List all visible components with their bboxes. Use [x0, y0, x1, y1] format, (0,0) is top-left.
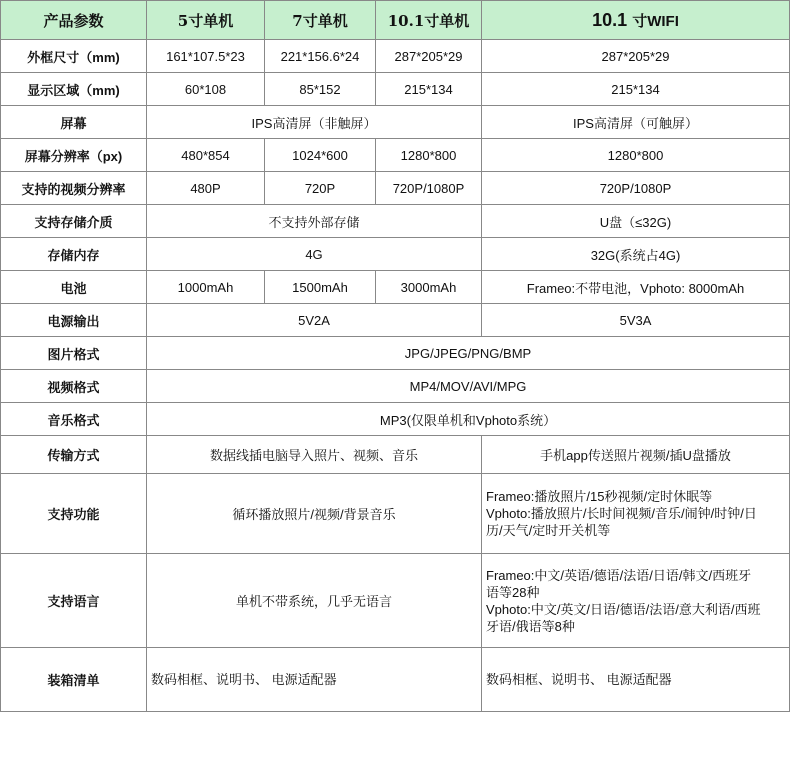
label-image-format: 图片格式: [1, 337, 147, 370]
cell-packing-wifi: 数码相框、说明书、 电源适配器: [482, 648, 790, 712]
language-wifi-line-3: Vphoto:中文/英文/日语/德语/法语/意大利语/西班: [486, 601, 761, 617]
cell-display-5: 60*108: [147, 73, 265, 106]
cell-res-7: 1024*600: [265, 139, 376, 172]
cell-features-single: 循环播放照片/视频/背景音乐: [147, 474, 482, 554]
cell-battery-wifi: Frameo:不带电池，Vphoto: 8000mAh: [482, 271, 790, 304]
header-row: [1, 1, 790, 40]
row-screen: [1, 106, 790, 139]
cell-music-format: MP3(仅限单机和Vphoto系统）: [147, 403, 790, 436]
label-frame-size: 外框尺寸（mm): [1, 40, 147, 73]
cell-res-5: 480*854: [147, 139, 265, 172]
header-param: 产品参数: [1, 1, 147, 40]
label-resolution: 屏幕分辨率（px): [1, 139, 147, 172]
label-display-area: 显示区域（mm): [1, 73, 147, 106]
label-storage-media: 支持存储介质: [1, 205, 147, 238]
label-memory: 存储内存: [1, 238, 147, 271]
language-wifi-line-1: Frameo:中文/英语/德语/法语/日语/韩文/西班牙: [486, 567, 752, 583]
cell-memory-single: 4G: [147, 238, 482, 271]
cell-screen-single: IPS高清屏（非触屏）: [147, 106, 482, 139]
label-packing-list: 装箱清单: [1, 648, 147, 712]
language-wifi-line-2: 语等28种: [486, 584, 540, 600]
label-features: 支持功能: [1, 474, 147, 554]
cell-features-wifi: [482, 474, 790, 554]
cell-battery-7: 1500mAh: [265, 271, 376, 304]
row-packing-list: [1, 648, 790, 712]
header-10inch: 10.1寸单机: [376, 1, 482, 40]
row-language: [1, 554, 790, 648]
row-battery: [1, 271, 790, 304]
cell-battery-5: 1000mAh: [147, 271, 265, 304]
cell-transfer-wifi: 手机app传送照片视频/插U盘播放: [482, 436, 790, 474]
language-wifi-line-4: 牙语/俄语等8种: [486, 618, 575, 634]
row-memory: [1, 238, 790, 271]
cell-transfer-single: 数据线插电脑导入照片、视频、音乐: [147, 436, 482, 474]
cell-frame-wifi: 287*205*29: [482, 40, 790, 73]
row-video-resolution: [1, 172, 790, 205]
label-battery: 电池: [1, 271, 147, 304]
features-wifi-line-1: Frameo:播放照片/15秒视频/定时休眠等: [486, 489, 713, 504]
label-music-format: 音乐格式: [1, 403, 147, 436]
cell-power-single: 5V2A: [147, 304, 482, 337]
cell-vres-5: 480P: [147, 172, 265, 205]
cell-display-10: 215*134: [376, 73, 482, 106]
cell-image-format: JPG/JPEG/PNG/BMP: [147, 337, 790, 370]
cell-vres-wifi: 720P/1080P: [482, 172, 790, 205]
cell-battery-10: 3000mAh: [376, 271, 482, 304]
label-language: 支持语言: [1, 554, 147, 648]
row-image-format: [1, 337, 790, 370]
cell-display-wifi: 215*134: [482, 73, 790, 106]
label-transfer: 传输方式: [1, 436, 147, 474]
cell-storage-wifi: U盘（≤32G): [482, 205, 790, 238]
label-screen: 屏幕: [1, 106, 147, 139]
cell-memory-wifi: 32G(系统占4G): [482, 238, 790, 271]
cell-frame-7: 221*156.6*24: [265, 40, 376, 73]
row-music-format: [1, 403, 790, 436]
header-7inch: 7寸单机: [265, 1, 376, 40]
features-wifi-line-2: Vphoto:播放照片/长时间视频/音乐/闹钟/时钟/日: [486, 506, 757, 521]
cell-packing-single: 数码相框、说明书、 电源适配器: [147, 648, 482, 712]
label-video-resolution: 支持的视频分辨率: [1, 172, 147, 205]
cell-res-wifi: 1280*800: [482, 139, 790, 172]
label-video-format: 视频格式: [1, 370, 147, 403]
row-display-area: [1, 73, 790, 106]
header-10inch-wifi: [482, 1, 790, 40]
header-5inch: 5寸单机: [147, 1, 265, 40]
cell-vres-10: 720P/1080P: [376, 172, 482, 205]
row-frame-size: [1, 40, 790, 73]
cell-storage-single: 不支持外部存储: [147, 205, 482, 238]
cell-res-10: 1280*800: [376, 139, 482, 172]
cell-frame-5: 161*107.5*23: [147, 40, 265, 73]
row-power-output: [1, 304, 790, 337]
cell-frame-10: 287*205*29: [376, 40, 482, 73]
cell-vres-7: 720P: [265, 172, 376, 205]
row-resolution: [1, 139, 790, 172]
header-wifi-text: 寸WIFI: [632, 12, 679, 30]
header-wifi-size: 10.1: [592, 9, 628, 30]
row-features: [1, 474, 790, 554]
cell-language-wifi: [482, 554, 790, 648]
label-power-output: 电源输出: [1, 304, 147, 337]
cell-language-single: 单机不带系统，几乎无语言: [147, 554, 482, 648]
cell-video-format: MP4/MOV/AVI/MPG: [147, 370, 790, 403]
row-video-format: [1, 370, 790, 403]
cell-screen-wifi: IPS高清屏（可触屏）: [482, 106, 790, 139]
cell-power-wifi: 5V3A: [482, 304, 790, 337]
cell-display-7: 85*152: [265, 73, 376, 106]
row-transfer: [1, 436, 790, 474]
features-wifi-line-3: 历/天气/定时开关机等: [486, 523, 611, 538]
row-storage-media: [1, 205, 790, 238]
